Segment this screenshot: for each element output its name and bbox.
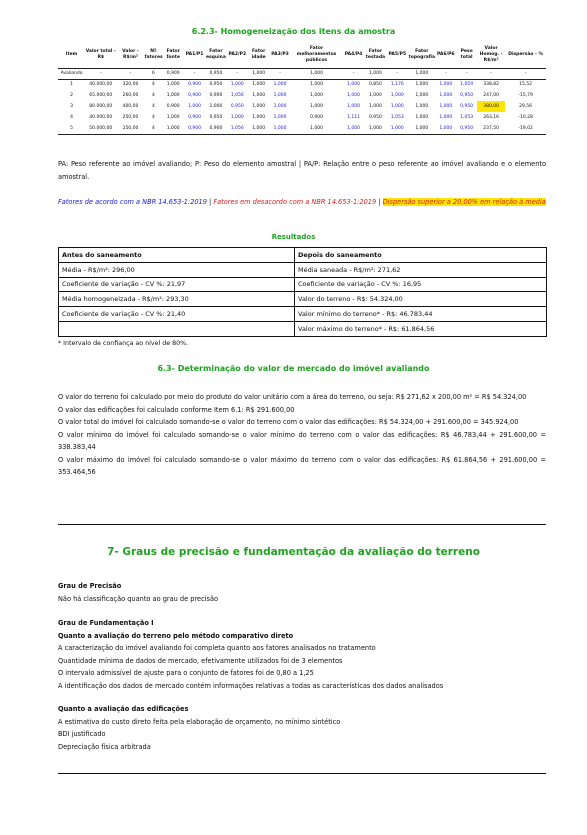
buildings-heading: Quanto a avaliação das edificações [58, 705, 189, 713]
table-cell: -10,28 [518, 115, 533, 120]
table-cell: 40.000,00 [89, 82, 113, 88]
table-cell: 1,000 [252, 104, 266, 109]
column-header: PA1/P1 [185, 51, 204, 57]
table-cell: 1,000 [390, 104, 404, 109]
table-cell: 1,000 [252, 82, 266, 88]
table-cell: 1,000 [230, 82, 244, 88]
table-cell: 1,000 [347, 104, 360, 109]
table-cell: 15,52 [519, 82, 533, 88]
table-cell: 50.000,00 [85, 123, 116, 134]
table-cell: 1,000 [273, 82, 287, 88]
table-cell: -15,79 [518, 93, 533, 98]
table-cell: 65.000,00 [89, 93, 113, 98]
table-cell: 1,000 [415, 82, 429, 88]
terrain-item: Quantidade mínima de dados de mercado, efetivamente utilizados foi de 3 elementos [58, 656, 343, 665]
column-header: Fator melhoramentos públicos [296, 46, 337, 63]
table-cell: - [184, 68, 205, 79]
table-cell: 1,000 [310, 104, 323, 109]
terrain-item: O intervalo admissível de ajuste para o conjunto de fatores foi de 0,80 a 1,25 [58, 669, 314, 677]
table-cell: 1,000 [390, 93, 404, 98]
table-cell: 4 [151, 115, 155, 120]
table-cell: 1,000 [343, 123, 365, 134]
table-cell: 0,850 [368, 82, 382, 88]
table-cell: 1,000 [386, 123, 408, 134]
column-header: PA5/P5 [388, 51, 407, 57]
table-cell: 1,000 [166, 93, 180, 98]
table-cell: 40.000,00 [89, 115, 113, 120]
table-cell: 1,000 [408, 123, 435, 134]
table-cell: 1,000 [290, 68, 342, 79]
table-cell: 1,000 [310, 93, 323, 98]
section-623-title: 6.2.3- Homogeneização dos itens da amostra [191, 27, 396, 36]
table-cell: 0,900 [310, 115, 323, 120]
avaliando-row [58, 68, 546, 79]
table-cell: 0,900 [188, 82, 201, 88]
table-cell: 1,000 [273, 93, 287, 98]
table-cell: 6 [145, 68, 163, 79]
table-row [58, 90, 546, 101]
table-cell: 1,000 [364, 68, 386, 79]
table-cell: 1,000 [248, 68, 270, 79]
section-7-title: 7- Graus de precisão e fundamentação da avaliação do terreno [107, 546, 480, 558]
results-title: Resultados [271, 233, 316, 241]
buildings-item: Depreciação física arbitrada [58, 742, 151, 751]
precision-block [58, 580, 546, 605]
buildings-value-paragraph: O valor das edificações foi calculado conforme Item 6.1: R$ 291.600,00 [58, 405, 295, 414]
table-cell: 2 [70, 93, 73, 98]
table-cell: 1,000 [252, 93, 266, 98]
table-cell: 1,059 [460, 82, 474, 88]
table-cell: 1,000 [439, 115, 453, 120]
table-cell: 4 [151, 93, 155, 98]
table-row [58, 79, 546, 90]
table-cell: 0,900 [166, 104, 180, 109]
table-cell: 320,00 [122, 82, 139, 88]
max-value-paragraph: O valor máximo do imóvel foi calculado somando-se o valor máximo do terreno com o valor das edificações: R$ 61.864,56 + 291.600,00 = 353.464,56 [58, 455, 546, 476]
table-cell: Avaliando [58, 68, 85, 79]
terrain-item: A identificação dos dados de mercado contém informações relativas a todas as características dos dados analisados [58, 681, 444, 690]
table-cell: 0,950 [460, 104, 474, 109]
table-cell: 1,000 [162, 123, 184, 134]
table-cell: - [505, 68, 546, 79]
table-cell: 4 [145, 123, 163, 134]
before-cell: Coeficiente de variação - CV %: 21,97 [59, 277, 295, 292]
table-cell: 1,000 [415, 93, 429, 98]
homogenization-table [58, 42, 546, 135]
table-cell: 1,000 [435, 123, 456, 134]
table-cell: - [435, 68, 456, 79]
table-cell: 0,900 [209, 93, 223, 98]
table-cell: 250,00 [122, 115, 139, 120]
min-value-paragraph: O valor mínimo do imóvel foi calculado somando-se o valor mínimo do terreno com o valor das edificações: R$ 46.783,44 + 291.600,00 = 338.383,44 [58, 430, 546, 451]
table-cell: 1,000 [188, 104, 201, 109]
column-header: PA2/P2 [228, 51, 247, 57]
table-cell: 1,000 [273, 115, 287, 120]
table-cell: 0,900 [184, 123, 205, 134]
table-cell: 0,950 [205, 68, 227, 79]
table-cell: - [116, 68, 144, 79]
before-cell: Média homogeneizada - R$/m²: 293,30 [59, 292, 295, 307]
fundamentation-block [58, 617, 546, 692]
table-cell: 1,000 [310, 82, 323, 88]
table-cell: 1,000 [230, 115, 244, 120]
column-header: Item [65, 51, 78, 57]
legend-dispersion: Dispersão superior a 20,00% em relação à media [382, 198, 546, 206]
column-header: Dispersão - % [508, 51, 543, 57]
table-cell: 0,900 [162, 68, 184, 79]
divider [58, 773, 546, 774]
column-header: Fator idade [251, 49, 266, 60]
table-cell: 1 [70, 82, 73, 88]
table-cell: 0,900 [188, 93, 201, 98]
buildings-item: A estimativa do custo direto feita pela elaboração de orçamento, no mínimo sintético [58, 717, 341, 726]
after-cell: Média saneada - R$/m²: 271,62 [295, 262, 547, 277]
table-cell: 1,000 [368, 93, 382, 98]
terrain-item: A caracterização do imóvel avaliando foi completa quanto aos fatores analisados no tratamento [58, 644, 376, 652]
factor-legend [58, 196, 546, 209]
column-header: PA3/P3 [271, 51, 289, 57]
legend-ok: Fatores de acordo com a NBR 14.653-1:2019 [58, 198, 207, 206]
table-cell: - [477, 68, 505, 79]
before-cell: Média - R$/m²: 296,00 [59, 262, 295, 277]
column-header: Valor Homog. - R$/m² [479, 46, 503, 63]
total-value-paragraph: O valor total do imóvel foi calculado somando-se o valor do terreno com o valor das edificações: R$ 54.324,00 + 291.600,00 = 345.924,00 [58, 418, 519, 426]
buildings-block [58, 703, 546, 753]
table-cell: 1,056 [230, 93, 244, 98]
table-cell: 1,111 [347, 115, 360, 120]
table-cell: 1,000 [347, 93, 360, 98]
table-cell: - [386, 68, 408, 79]
after-header: Depois do saneamento [295, 248, 547, 263]
precision-heading: Grau de Precisão [58, 582, 122, 590]
table-cell: 400,00 [122, 104, 139, 109]
table-cell: 4 [151, 104, 155, 109]
pa-definition-note: PA: Peso referente ao imóvel avaliando; P: Peso do elemento amostral | PA/P: Relação entre o peso referente ao imóvel avaliando e o elemento amostral. [58, 160, 546, 181]
homogenization-header-row [58, 42, 546, 68]
table-cell: 1,000 [364, 123, 386, 134]
table-cell: 0,900 [188, 115, 201, 120]
table-cell: 247,00 [483, 93, 499, 98]
table-row [58, 123, 546, 134]
divider [58, 524, 546, 525]
table-cell: 1,176 [390, 82, 404, 88]
table-cell: 1,000 [248, 123, 270, 134]
after-cell: Coeficiente de variação - CV %: 16,95 [295, 277, 547, 292]
column-header: Fator fonte [166, 49, 180, 60]
table-cell: - [270, 68, 291, 79]
table-cell: 1,000 [252, 115, 266, 120]
table-cell: 0,950 [368, 115, 382, 120]
before-header: Antes do saneamento [59, 248, 295, 263]
table-cell: 0,950 [230, 104, 244, 109]
terrain-value-paragraph: O valor do terreno foi calculado por meio do produto do valor unitário com a área do terreno, ou seja: R$ 271,62 x 200,00 m² = R$ 54.324,00 [58, 393, 527, 401]
column-header: PA6/P6 [436, 51, 455, 57]
table-cell: 1,000 [439, 93, 453, 98]
column-header: Fator topografia [408, 49, 435, 60]
precision-text: Não há classificação quanto ao grau de precisão [58, 594, 219, 603]
table-cell: 0,950 [460, 93, 474, 98]
after-cell: Valor máximo do terreno* - R$: 61.864,56 [295, 321, 547, 336]
table-cell: 3 [70, 104, 73, 109]
table-cell: 1,000 [270, 123, 291, 134]
table-cell: 1,000 [439, 82, 453, 88]
column-header: Valor total - R$ [85, 49, 116, 60]
table-cell: 1,000 [209, 104, 223, 109]
column-header: Valor - R$/m² [122, 49, 139, 60]
section-63-body [58, 391, 546, 479]
table-cell: 1,056 [227, 123, 248, 134]
table-row [58, 101, 546, 112]
table-cell: 0,950 [209, 82, 223, 88]
legend-bad: Fatores em desacordo com a NBR 14.653-1:2019 [213, 198, 377, 206]
table-cell: 1,000 [166, 115, 180, 120]
section-63-title: 6.3- Determinação do valor de mercado do imóvel avaliando [157, 364, 430, 373]
legend-separator: | [206, 198, 214, 206]
table-cell: 250,00 [116, 123, 144, 134]
buildings-item: BDI justificado [58, 730, 106, 738]
table-cell: 4 [70, 115, 73, 120]
table-cell: 1,000 [415, 104, 429, 109]
legend-separator: | [376, 198, 383, 206]
table-cell: 237,50 [477, 123, 505, 134]
table-cell: 5 [58, 123, 85, 134]
table-cell: 0,900 [205, 123, 227, 134]
table-cell: 1,000 [166, 82, 180, 88]
table-cell: 1,053 [460, 115, 474, 120]
column-header: PA4/P4 [344, 51, 363, 57]
table-cell: - [343, 68, 365, 79]
table-cell: 1,000 [408, 68, 435, 79]
table-row [58, 112, 546, 123]
table-cell: 260,00 [122, 93, 139, 98]
table-cell: 0,950 [209, 115, 223, 120]
fundamentation-heading: Grau de Fundamentação I [58, 619, 154, 627]
table-cell: 1,053 [390, 115, 404, 120]
table-cell: - [456, 68, 477, 79]
table-cell: -19,02 [505, 123, 546, 134]
before-cell [59, 321, 295, 336]
after-cell: Valor do terreno - R$: 54.324,00 [295, 292, 547, 307]
table-cell: 380,00 [477, 101, 505, 112]
table-cell: 1,000 [415, 115, 429, 120]
before-cell: Coeficiente de variação - CV %: 21,40 [59, 307, 295, 322]
results-table [58, 247, 547, 337]
confidence-footnote: * Intervalo de confiança ao nível de 80%. [58, 340, 189, 347]
table-cell: - [85, 68, 116, 79]
table-cell: 1,000 [347, 82, 360, 88]
table-cell: 29,56 [519, 104, 533, 109]
terrain-heading: Quanto a avaliação do terreno pelo método comparativo direto [58, 631, 294, 640]
table-cell: 263,16 [483, 115, 499, 120]
table-cell: - [227, 68, 248, 79]
column-header: Peso total [460, 49, 473, 60]
table-cell: 80.000,00 [89, 104, 113, 109]
table-cell: 1,000 [290, 123, 342, 134]
column-header: Fator esquina [205, 49, 226, 60]
column-header: Fator testada [365, 49, 386, 60]
table-cell: 0,950 [456, 123, 477, 134]
table-cell: 1,000 [439, 104, 453, 109]
column-header: Nº fatores [144, 49, 163, 60]
table-cell: 338,82 [483, 82, 499, 88]
after-cell: Valor mínimo do terreno* - R$: 46.783,44 [295, 307, 547, 322]
table-cell: 1,000 [368, 104, 382, 109]
table-cell: 1,000 [273, 104, 287, 109]
table-cell: 4 [151, 82, 155, 88]
